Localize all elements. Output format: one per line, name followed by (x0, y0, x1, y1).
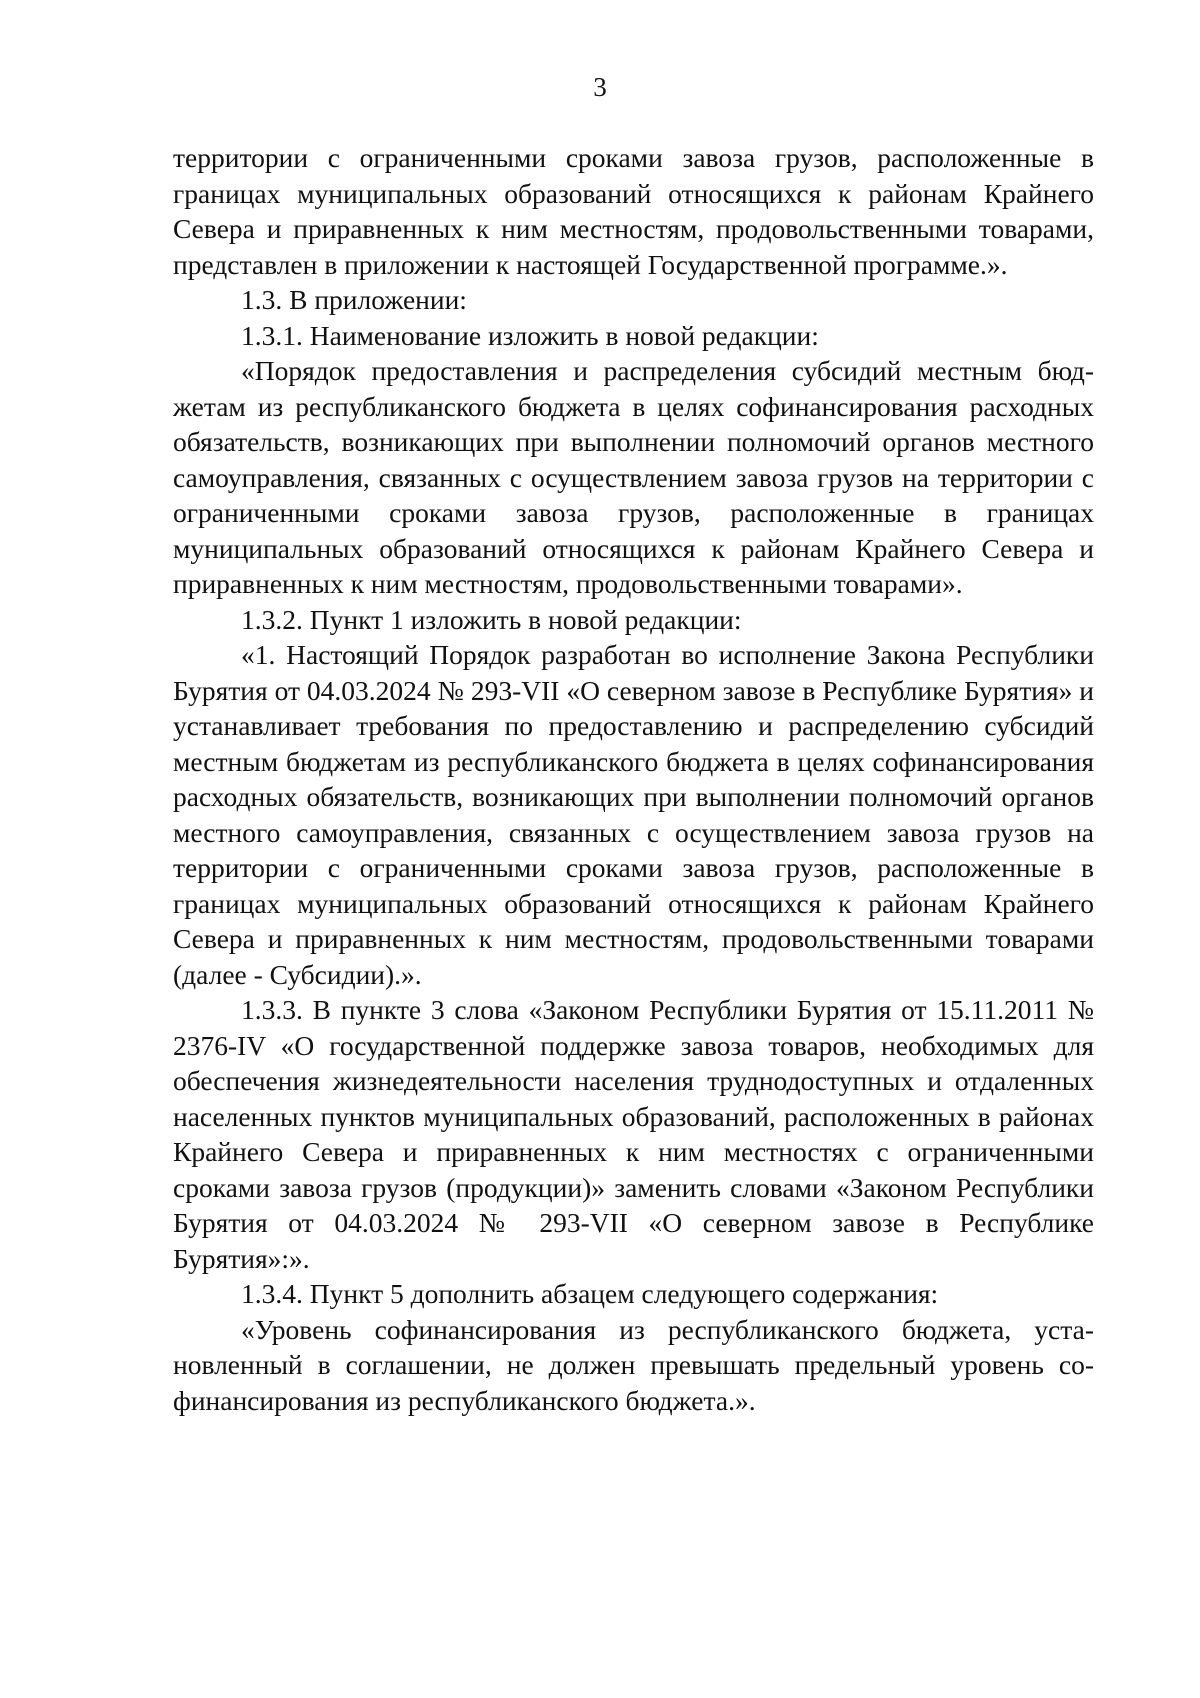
paragraph-1-3-1: 1.3.1. Наименование изложить в новой редакции: (241, 319, 819, 351)
paragraph-1-3-2: 1.3.2. Пункт 1 изложить в новой редакции: (241, 603, 742, 635)
page-number: 3 (593, 72, 607, 102)
paragraph-1-3-4: 1.3.4. Пункт 5 дополнить абзацем следующего содержания: (241, 1278, 939, 1309)
paragraph-new-title: «Порядок предоставления и распределения субсидий местным бюджетам из республиканского бюджета в целях софинансирования расходных обязательств, возникающих при выполнении полномочий органов местного самоуправления, связанных с осуществлением завоза грузов на территории с ограниченными сроками завоза грузов, расположенные в границах муниципальных образований относящихся к районам Крайнего Севера и приравненных к ним местностям, продовольственными товарами». (173, 355, 1094, 599)
paragraph-1-3-3: 1.3.3. В пункте 3 слова «Законом Республики Бурятия от 15.11.2011 № 2376-IV «О государственной поддержке завоза товаров, необходимых для обеспечения жизнедеятельности населения труднодоступных и отдаленных населенных пунктов муниципальных образований, расположенных в районах Крайнего Севера и приравненных к ним местностях с ограниченными сроками завоза грузов (продукции)» заменить словами «Законом Республики Бурятия от 04.03.2024 № 293-VII «О северном завозе в Республике Бурятия»:». (173, 994, 1094, 1274)
paragraph-continuation: территории с ограниченными сроками завоза грузов, расположенные в границах муниципальных образований относящихся к районам Крайнего Севера и приравненных к ним местностям, продовольственными товарами, представлен в приложении к настоящей Государственной программе.». (173, 142, 1094, 280)
paragraph-clause-1: «1. Настоящий Порядок разработан во исполнение Закона Республики Бурятия от 04.03.2024 № 293-VII «О северном завозе в Республике Бурятия» и устанавливает требования по предоставлению и распределению субсидий местным бюджетам из республиканского бюджета в целях софинансирования расходных обязательств, возникающих при выполнении полномочий органов местного самоуправления, связанных с осуществлением завоза грузов на территории с ограниченными сроками завоза грузов, расположенные в границах муниципальных образований относящихся к районам Крайнего Севера и приравненных к ним местностям, продовольственными товарами (далее - Субсидии).». (173, 639, 1094, 990)
paragraph-1-3: 1.3. В приложении: (241, 284, 467, 315)
paragraph-cofinancing: «Уровень софинансирования из республиканского бюджета, установленный в соглашении, не должен превышать предельный уровень софинансирования из республиканского бюджета.». (173, 1313, 1094, 1416)
document-body (173, 140, 1094, 1418)
